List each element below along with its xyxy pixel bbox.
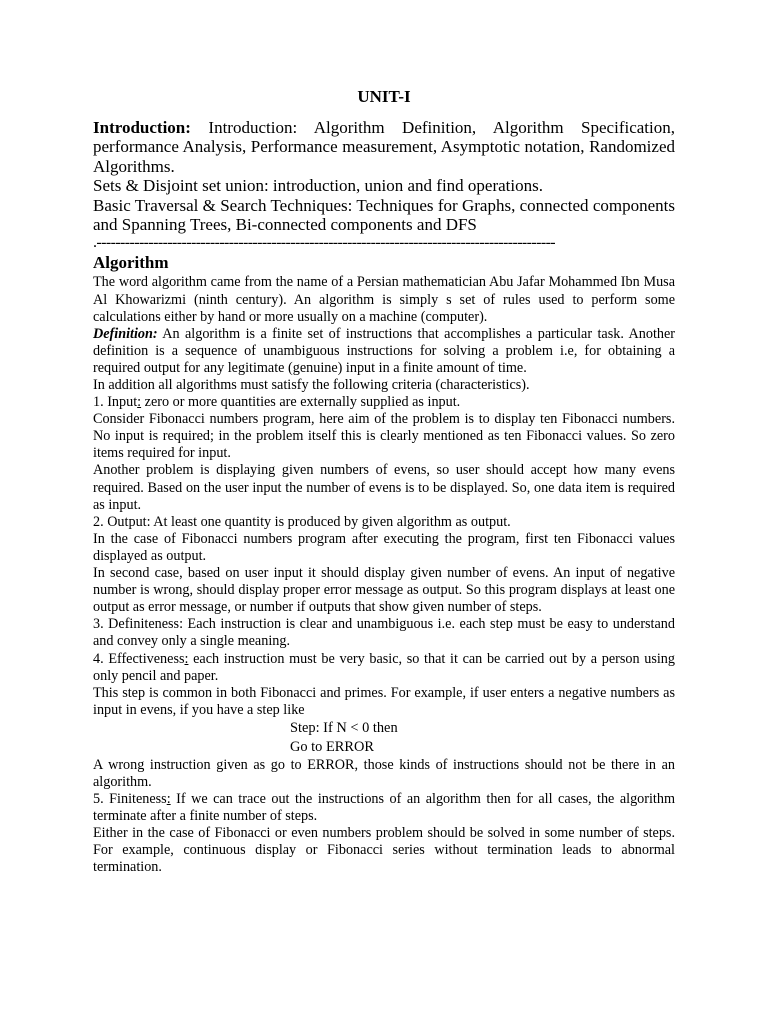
effectiveness-rest: each instruction must be very basic, so that it can be carried out by a person using only pencil and paper.: [93, 650, 675, 684]
intro-traversal: Basic Traversal & Search Techniques: Techniques for Graphs, connected components and Spanning Trees, Bi-connected components and DFS: [93, 195, 675, 235]
paragraph-evens-output: In second case, based on user input it should display given number of evens. An input of negative number is wrong, should display proper error message as output. So this program displays at least one output as error message, or number if outputs that show given number of steps.: [93, 565, 675, 616]
paragraph-finiteness: [93, 791, 675, 825]
paragraph-common: This step is common in both Fibonacci and primes. For example, if user enters a negative numbers as input in evens, if you have a step like: [93, 684, 675, 718]
paragraph-input: [93, 394, 675, 411]
paragraph-criteria: In addition all algorithms must satisfy the following criteria (characteristics).: [93, 377, 530, 393]
finiteness-colon: :: [166, 791, 171, 808]
paragraph-fib-output: In the case of Fibonacci numbers program after executing the program, first ten Fibonacci values displayed as output.: [93, 530, 675, 564]
document-page: [93, 86, 675, 877]
effectiveness-colon: :: [184, 650, 189, 667]
paragraph-origin: The word algorithm came from the name of a Persian mathematician Abu Jafar Mohammed Ibn Musa Al Khowarizmi (ninth century). An algorithm is simply s set of rules used to perform some calculations either by hand or more usually on a machine (computer).: [93, 274, 675, 325]
page-title: UNIT-I: [357, 87, 411, 106]
input-colon: :: [137, 394, 142, 411]
input-rest: zero or more quantities are externally supplied as input.: [141, 394, 461, 411]
section-heading: Algorithm: [93, 253, 169, 273]
effectiveness-prefix: 4. Effectiveness: [93, 650, 185, 667]
definition-text: An algorithm is a finite set of instructions that accomplishes a particular task. Another definition is a sequence of unambiguous instructions for solving a problem i.e, for obtaining a required output for any legitimate (genuine) input in a finite amount of time.: [93, 325, 675, 376]
intro-topics-text: Introduction: Algorithm Definition, Algorithm Specification, performance Analysis, Performance measurement, Asymptotic notation, Randomized Algorithms.: [93, 118, 675, 176]
paragraph-output: 2. Output: At least one quantity is produced by given algorithm as output.: [93, 513, 511, 530]
intro-block: [93, 118, 675, 234]
paragraph-fib-input: Consider Fibonacci numbers program, here aim of the problem is to display ten Fibonacci numbers. No input is required; in the problem itself this is clearly mentioned as ten Fibonacci values. So zero items required for input.: [93, 411, 675, 462]
intro-sets: Sets & Disjoint set union: introduction, union and find operations.: [93, 176, 543, 196]
paragraph-either: Either in the case of Fibonacci or even numbers problem should be solved in some number of steps. For example, continuous display or Fibonacci series without termination leads to abnormal termination.: [93, 825, 675, 876]
paragraph-evens-input: Another problem is displaying given numbers of evens, so user should accept how many evens required. Based on the user input the number of evens is to be displayed. So, one data item is required as input.: [93, 462, 675, 513]
section-body: [93, 274, 675, 876]
intro-topics: [93, 118, 675, 176]
paragraph-effectiveness: [93, 651, 675, 685]
definition-label: Definition:: [93, 325, 158, 342]
code-line-goto: Go to ERROR: [290, 738, 374, 755]
input-prefix: 1. Input: [93, 394, 138, 411]
finiteness-rest: If we can trace out the instructions of an algorithm then for all cases, the algorithm terminate after a finite number of steps.: [93, 791, 676, 825]
intro-label: Introduction:: [93, 118, 191, 137]
section-divider: .-------------------------------------------------------------------------------------------------: [93, 234, 556, 252]
paragraph-definition: [93, 326, 675, 377]
finiteness-prefix: 5. Finiteness: [93, 791, 167, 808]
code-line-step: Step: If N < 0 then: [290, 719, 398, 736]
paragraph-definiteness: 3. Definiteness: Each instruction is clear and unambiguous i.e. each step must be easy to understand and convey only a single meaning.: [93, 616, 675, 650]
paragraph-wrong-instruction: A wrong instruction given as go to ERROR, those kinds of instructions should not be there in an algorithm.: [93, 756, 675, 790]
